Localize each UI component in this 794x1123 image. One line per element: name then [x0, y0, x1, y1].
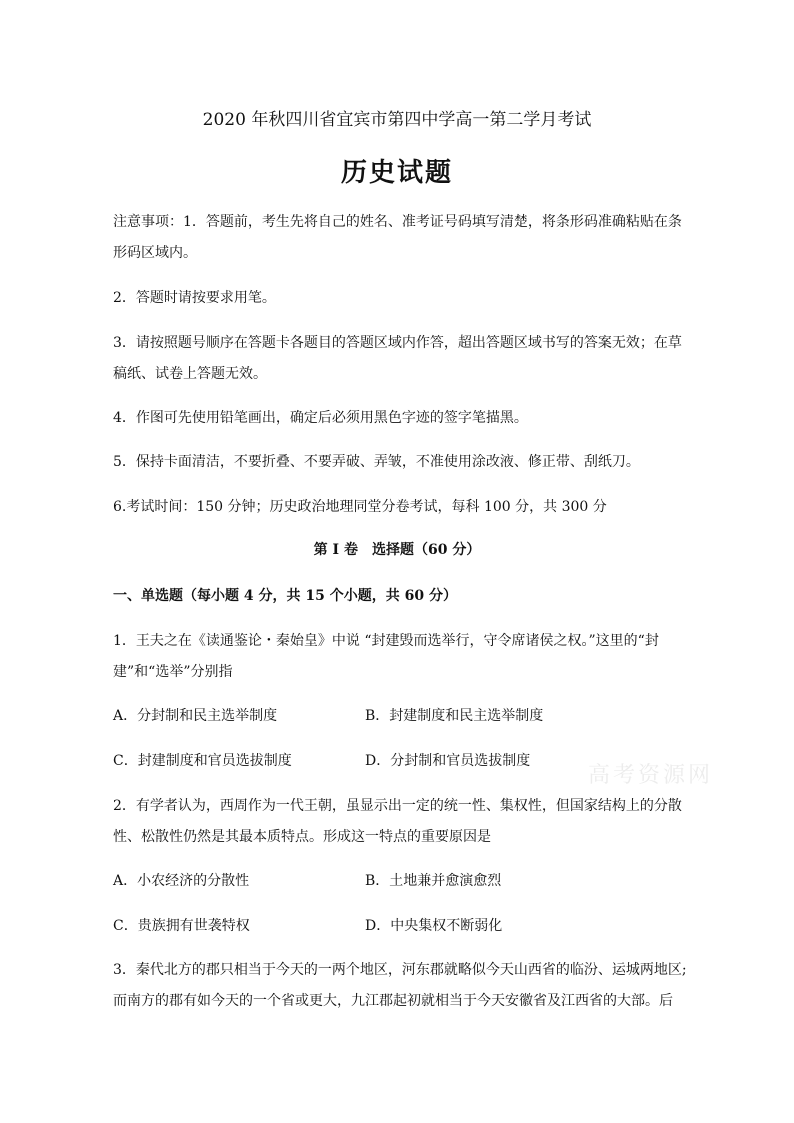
question-3-line-2: 而南方的郡有如今天的一个省或更大，九江郡起初就相当于今天安徽省及江西省的大部。后: [113, 993, 673, 1009]
note-3-line-1: 3．请按照题号顺序在答题卡各题目的答题区域内作答，超出答题区域书写的答案无效；在草: [113, 335, 682, 351]
question-2-line-1: 2．有学者认为，西周作为一代王朝，虽显示出一定的统一性、集权性，但国家结构上的分散: [113, 798, 682, 814]
note-4: 4．作图可先使用铅笔画出，确定后必须用黑色字迹的签字笔描黑。: [113, 410, 528, 426]
question-1-line-2: 建”和“选举”分别指: [113, 664, 233, 680]
note-2: 2．答题时请按要求用笔。: [113, 290, 276, 306]
question-1-option-d: D．分封制和官员选拔制度: [365, 753, 531, 769]
question-2-option-b: B．土地兼并愈演愈烈: [365, 873, 502, 889]
question-2-line-2: 性、松散性仍然是其最本质特点。形成这一特点的重要原因是: [113, 829, 491, 845]
question-1-option-a: A．分封制和民主选举制度: [113, 708, 278, 724]
question-2-option-d: D．中央集权不断弱化: [365, 918, 503, 934]
note-1-line-1: 注意事项：1．答题前，考生先将自己的姓名、准考证号码填写清楚，将条形码准确粘贴在条: [113, 214, 682, 230]
watermark: 高考资源网: [588, 763, 714, 788]
question-3-line-1: 3．秦代北方的郡只相当于今天的一两个地区，河东郡就略似今天山西省的临汾、运城两地区;: [113, 962, 687, 978]
exam-subtitle: 2020 年秋四川省宜宾市第四中学高一第二学月考试: [202, 110, 592, 130]
part-heading: 一、单选题（每小题 4 分，共 15 个小题，共 60 分）: [113, 588, 457, 604]
question-1-option-b: B．封建制度和民主选举制度: [365, 708, 544, 724]
note-6: 6.考试时间：150 分钟；历史政治地理同堂分卷考试，每科 100 分，共 300 分: [113, 499, 607, 515]
exam-title: 历史试题: [340, 158, 453, 188]
question-1-option-c: C．封建制度和官员选拔制度: [113, 753, 292, 769]
question-1-line-1: 1．王夫之在《读通鉴论・秦始皇》中说 “封建毁而选举行，守令席诸侯之权。”这里的“封: [113, 633, 659, 649]
note-3-line-2: 稿纸、试卷上答题无效。: [113, 366, 267, 382]
question-2-option-a: A．小农经济的分散性: [113, 873, 250, 889]
note-5: 5．保持卡面清洁，不要折叠、不要弄破、弄皱，不准使用涂改液、修正带、刮纸刀。: [113, 454, 640, 470]
note-1-line-2: 形码区域内。: [113, 245, 197, 261]
question-2-option-c: C．贵族拥有世袭特权: [113, 918, 250, 934]
section-title: 第 I 卷 选择题（60 分）: [313, 542, 481, 558]
